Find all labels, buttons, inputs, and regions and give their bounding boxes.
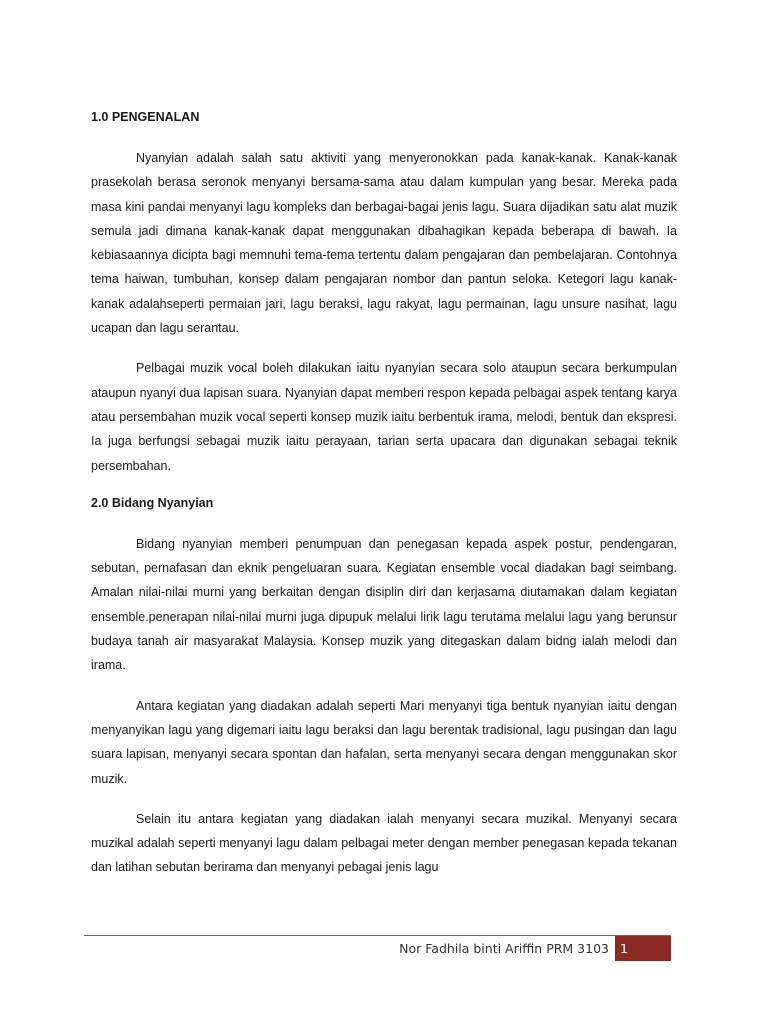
paragraph: Nyanyian adalah salah satu aktiviti yang menyeronokkan pada kanak-kanak. Kanak-kanak prasekolah berasa seronok menyanyi bersama-sama atau dalam kumpulan yang besar. Mereka pada masa kini pandai menyanyi lagu kompleks dan berbagai-bagai jenis lagu. Suara dijadikan satu alat muzik semula jadi dimana kanak-kanak dapat menggunakan dibahagikan kepada beberapa di bawah. Ia kebiasaannya dicipta bagi memnuhi tema-tema tertentu dalam pengajaran dan pembelajaran. Contohnya tema haiwan, tumbuhan, konsep dalam pengajaran nombor dan pantun seloka. Ketegori lagu kanak-kanak adalahseperti permaian jari, lagu beraksi, lagu rakyat, lagu permainan, lagu unsure nasihat, lagu ucapan dan lagu serantau.: [91, 151, 677, 336]
paragraph: Bidang nyanyian memberi penumpuan dan penegasan kepada aspek postur, pendengaran, sebutan, pernafasan dan eknik pengeluaran suara. Kegiatan ensemble vocal diadakan bagi seimbang. Amalan nilai-nilai murni yang berkaitan dengan disiplin diri dan kerjasama diutamakan dalam kegiatan ensemble.penerapan nilai-nilai murni juga dipupuk melalui lirik lagu terutama melalui lagu yang berunsur budaya tanah air masyarakat Malaysia. Konsep muzik yang ditegaskan dalam bidng ialah melodi dan irama.: [91, 536, 677, 673]
paragraph: Antara kegiatan yang diadakan adalah seperti Mari menyanyi tiga bentuk nyanyian iaitu dengan menyanyikan lagu yang digemari iaitu lagu beraksi dan lagu berentak tradisional, lagu pusingan dan lagu suara lapisan, menyanyi secara spontan dan hafalan, serta menyanyi secara dengan menggunakan skor muzik.: [91, 698, 677, 786]
section-heading-bidang-nyanyian: 2.0 Bidang Nyanyian: [91, 495, 214, 510]
document-body: [91, 108, 677, 896]
footer-divider: [84, 935, 671, 936]
page-footer: [84, 935, 671, 961]
page-number-box: [615, 936, 671, 961]
footer-author-course: Nor Fadhila binti Ariffin PRM 3103: [399, 941, 609, 956]
paragraph: Pelbagai muzik vocal boleh dilakukan iaitu nyanyian secara solo ataupun secara berkumpulan ataupun nyanyi dua lapisan suara. Nyanyian dapat memberi respon kepada pelbagai aspek tentang karya atau persembahan muzik vocal seperti konsep muzik iaitu berbentuk irama, melodi, bentuk dan ekspresi. Ia juga berfungsi sebagai muzik iaitu perayaan, tarian serta upacara dan digunakan sebagai teknik persembahan.: [91, 361, 677, 473]
paragraph: Selain itu antara kegiatan yang diadakan ialah menyanyi secara muzikal. Menyanyi secara muzikal adalah seperti menyanyi lagu dalam pelbagai meter dengan member penegasan kepada tekanan dan latihan sebutan berirama dan menyanyi pebagai jenis lagu: [91, 811, 677, 875]
page-number: 1: [620, 941, 628, 956]
section-heading-pengenalan: 1.0 PENGENALAN: [91, 110, 200, 124]
